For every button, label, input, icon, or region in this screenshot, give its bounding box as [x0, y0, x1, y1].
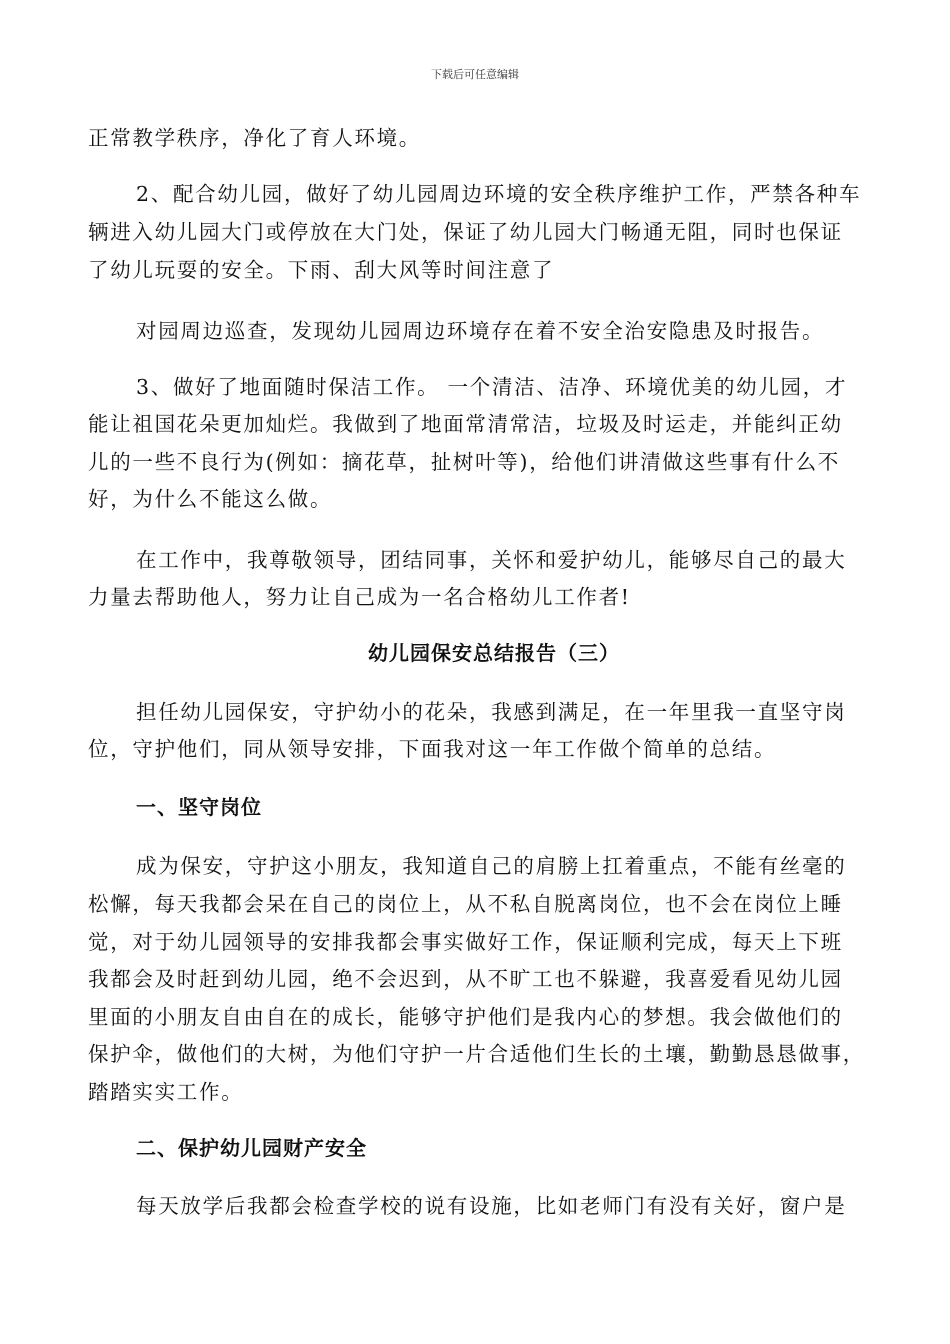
- body-line: 踏踏实实工作。: [88, 1080, 244, 1104]
- body-line: 成为保安，守护这小朋友，我知道自己的肩膀上扛着重点，不能有丝毫的: [136, 854, 847, 878]
- body-line: 我都会及时赶到幼儿园，绝不会迟到，从不旷工也不躲避，我喜爱看见幼儿园: [88, 967, 843, 991]
- body-line: 位，守护他们，同从领导安排，下面我对这一年工作做个简单的总结。: [88, 737, 777, 761]
- body-line: 能让祖国花朵更加灿烂。我做到了地面常清常洁，垃圾及时运走，并能纠正幼: [88, 412, 843, 436]
- body-line: 在工作中，我尊敬领导，团结同事，关怀和爱护幼儿，能够尽自己的最大: [136, 548, 847, 572]
- body-line: 力量去帮助他人，努力让自己成为一名合格幼儿工作者!: [88, 585, 631, 609]
- body-line: 每天放学后我都会检查学校的说有设施，比如老师门有没有关好，窗户是: [136, 1194, 847, 1218]
- report-title: 幼儿园保安总结报告（三）: [368, 641, 620, 665]
- body-line: 对园周边巡查，发现幼儿园周边环境存在着不安全治安隐患及时报告。: [136, 319, 825, 343]
- page-header: 下载后可任意编辑: [431, 68, 519, 81]
- body-line: 保护伞，做他们的大树，为他们守护一片合适他们生长的土壤，勤勤恳恳做事，: [88, 1042, 865, 1066]
- body-line: 3、做好了地面随时保洁工作。 一个清洁、洁净、环境优美的幼儿园，才: [136, 375, 848, 399]
- body-line: 正常教学秩序，净化了育人环境。: [88, 126, 421, 150]
- body-line: 了幼儿玩耍的安全。下雨、刮大风等时间注意了: [88, 258, 555, 282]
- section-heading-2: 二、保护幼儿园财产安全: [136, 1136, 367, 1160]
- section-heading-1: 一、坚守岗位: [136, 795, 262, 819]
- body-line: 觉，对于幼儿园领导的安排我都会事实做好工作，保证顺利完成，每天上下班: [88, 930, 843, 954]
- body-line: 儿的一些不良行为(例如：摘花草，扯树叶等)，给他们讲清做这些事有什么不: [88, 450, 840, 474]
- body-line: 松懈，每天我都会呆在自己的岗位上，从不私自脱离岗位，也不会在岗位上睡: [88, 892, 843, 916]
- body-line: 2、配合幼儿园，做好了幼儿园周边环境的安全秩序维护工作，严禁各种车: [136, 182, 862, 206]
- body-line: 里面的小朋友自由自在的成长，能够守护他们是我内心的梦想。我会做他们的: [88, 1005, 843, 1029]
- body-line: 担任幼儿园保安，守护幼小的花朵，我感到满足，在一年里我一直坚守岗: [136, 700, 847, 724]
- body-line: 辆进入幼儿园大门或停放在大门处，保证了幼儿园大门畅通无阻，同时也保证: [88, 220, 843, 244]
- body-line: 好，为什么不能这么做。: [88, 487, 333, 511]
